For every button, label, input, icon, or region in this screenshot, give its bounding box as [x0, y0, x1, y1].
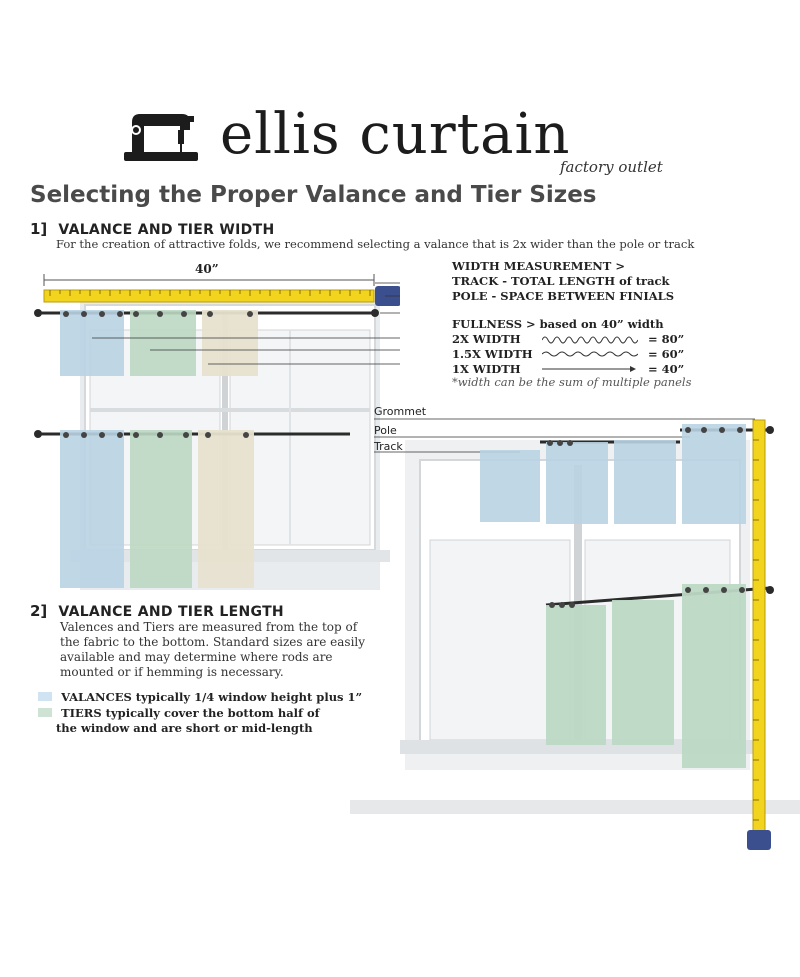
- brand-name: ellis curtain: [220, 102, 571, 167]
- fullness-row-value: = 60”: [648, 347, 685, 361]
- section2-description-line: Valences and Tiers are measured from the top of: [60, 620, 358, 634]
- section2-description: [60, 620, 365, 680]
- legend-valances: [38, 686, 362, 705]
- legend-valances-text: VALANCES typically 1/4 window height plus 1”: [61, 690, 363, 704]
- fullness-title: FULLNESS > based on 40” width: [452, 317, 664, 331]
- fullness-row-value: = 40”: [648, 362, 685, 376]
- legend-tiers: [38, 704, 320, 736]
- section2-title: VALANCE AND TIER LENGTH: [58, 604, 284, 620]
- brand-tagline: factory outlet: [560, 158, 663, 176]
- logo: [120, 98, 680, 178]
- section2-number: 2]: [30, 602, 48, 620]
- section1-description: For the creation of attractive folds, we recommend selecting a valance that is 2x wider than the pole or track: [56, 237, 695, 251]
- arrow-1x-icon: [542, 364, 638, 374]
- fullness-row-label: 2X WIDTH: [452, 332, 521, 346]
- measurement-label-width: WIDTH MEASUREMENT >: [452, 259, 625, 273]
- width-illustration: [30, 250, 400, 590]
- fullness-row-value: = 80”: [648, 332, 685, 346]
- fullness-row-label: 1.5X WIDTH: [452, 347, 533, 361]
- measurement-label-track: TRACK - TOTAL LENGTH of track: [452, 274, 670, 288]
- fullness-note: *width can be the sum of multiple panels: [452, 375, 692, 389]
- legend-swatch-tier: [38, 708, 52, 717]
- section2-heading: [30, 601, 284, 620]
- legend-tiers-text-line2: the window and are short or mid-length: [56, 721, 313, 735]
- length-illustration: [350, 410, 800, 850]
- page-title: Selecting the Proper Valance and Tier Sizes: [30, 182, 597, 208]
- side-label-grommet: Grommet: [374, 405, 427, 418]
- side-label-track: Track: [374, 440, 403, 453]
- section2-description-line: the fabric to the bottom. Standard sizes are easily: [60, 635, 366, 649]
- sewing-machine-icon: [122, 108, 202, 166]
- measurement-label-pole: POLE - SPACE BETWEEN FINIALS: [452, 289, 675, 303]
- wave-2x-icon: [542, 334, 638, 346]
- section2-description-line: mounted or if hemming is necessary.: [60, 665, 284, 679]
- section1-number: 1]: [30, 220, 48, 238]
- section1-title: VALANCE AND TIER WIDTH: [58, 222, 275, 238]
- fullness-row-label: 1X WIDTH: [452, 362, 521, 376]
- width-dimension-label: 40”: [195, 262, 219, 276]
- section1-heading: [30, 219, 274, 238]
- section2-description-line: available and may determine where rods are: [60, 650, 333, 664]
- legend-tiers-text: TIERS typically cover the bottom half of: [61, 706, 320, 720]
- legend-swatch-valance: [38, 692, 52, 701]
- wave-1-5x-icon: [542, 349, 638, 359]
- side-label-pole: Pole: [374, 424, 397, 437]
